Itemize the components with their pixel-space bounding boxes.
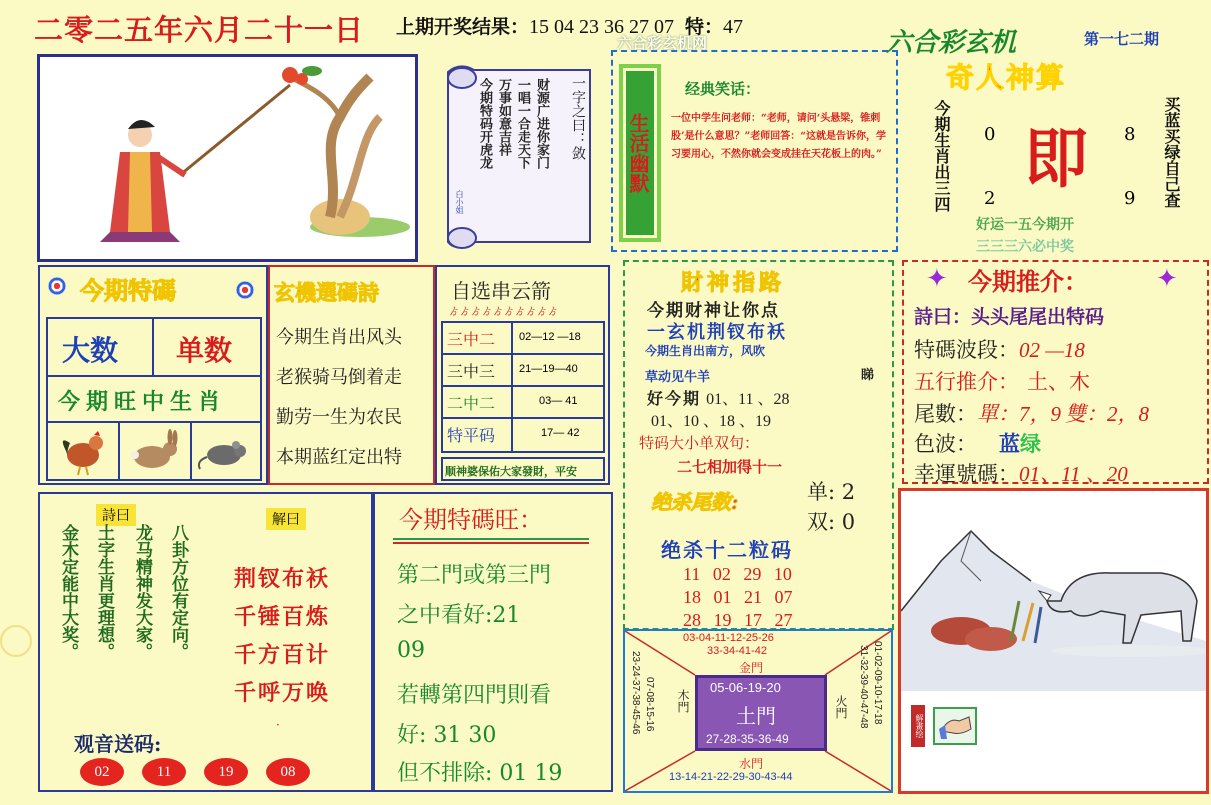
chain-footer: 顺神婆保佑大家發財，平安 xyxy=(441,457,605,481)
poem-box xyxy=(268,265,435,485)
guanyin-poem-title: 詩曰 xyxy=(96,504,136,526)
special-code-box xyxy=(38,265,268,485)
gold-gate-label: 金門 xyxy=(739,661,764,675)
earth-gate xyxy=(695,675,827,751)
wood-gate-label: 木門 xyxy=(676,689,690,713)
chain-table xyxy=(441,321,605,453)
fairy-illustration xyxy=(40,57,415,259)
star-icon-right: ✦ xyxy=(1156,264,1178,294)
wang-l5: 好: 31 30 xyxy=(397,723,497,748)
guanyin-jie-title: 解曰 xyxy=(266,508,306,530)
gates-box xyxy=(623,629,893,793)
lucky-label: 幸運號碼： xyxy=(914,462,1019,486)
fairy-picture xyxy=(37,54,418,262)
fire-gate-label: 火門 xyxy=(834,695,848,719)
scroll-line-2: 万事如意吉祥 xyxy=(496,78,511,156)
tail-single: 單：7，9 xyxy=(977,402,1061,426)
chain-row-4-label: 特平码 xyxy=(443,419,513,451)
chain-row-1-label: 三中二 xyxy=(443,323,513,353)
caishen-l1: 今期财神让你点 xyxy=(647,301,780,321)
wang-l4: 若轉第四門則看 xyxy=(397,683,552,708)
rat-cell xyxy=(192,423,260,479)
oracle-left-text: 今期生肖出三四 xyxy=(932,100,951,212)
ball-3: 19 xyxy=(204,758,248,786)
earth-gate-bottom: 27-28-35-36-49 xyxy=(706,732,789,746)
chain-row-1-value: 02—12 —18 xyxy=(519,331,581,343)
chain-deco: ゟゟゟゟゟゟゟゟゟゟ xyxy=(449,307,559,318)
chain-title: 自选串云箭 xyxy=(451,279,551,303)
color-green: 绿 xyxy=(1020,431,1041,456)
oracle-n-br: 9 xyxy=(1124,188,1136,209)
date-title: 二零二五年六月二十一日 xyxy=(34,13,365,47)
poem-title: 玄機選碼詩 xyxy=(274,280,379,305)
rabbit-icon xyxy=(120,423,190,477)
guanyin-dot: · xyxy=(276,718,280,732)
caishen-l8: 二七相加得十一 xyxy=(677,458,783,476)
gates-left-nums-1: 07-08-15-16 xyxy=(644,677,655,732)
guanyin-poem-col-1: 金木定能中大奖。 xyxy=(58,524,78,660)
odd-label: 单数 xyxy=(176,334,233,367)
wang-l6: 但不排除: 01 19 xyxy=(397,761,563,786)
caishen-l3: 今期生肖出南方，风吹 xyxy=(645,344,766,358)
special-number: 47 xyxy=(723,16,744,38)
chain-row-1 xyxy=(443,323,603,355)
guanyin-poem-col-3: 龙马精神发大家。 xyxy=(132,524,152,660)
color-label: 色波： xyxy=(914,432,977,456)
special-target-icon-right xyxy=(236,281,254,299)
joke-box xyxy=(611,34,898,252)
wang-title: 今期特碼旺： xyxy=(399,506,543,534)
wang-l3: 09 xyxy=(397,638,425,663)
scroll-line-4: 财源广进你家门 xyxy=(534,78,549,169)
lucky-value: 01、11 、20 xyxy=(1019,462,1128,486)
kill12-row-3: 28 19 17 27 xyxy=(683,610,793,630)
zodiac-title-cell xyxy=(48,377,260,423)
kill-tail-double: 双: 0 xyxy=(807,510,856,534)
last-result-numbers: 15 04 23 36 27 07 xyxy=(529,16,675,38)
wuxing-label: 五行推介： xyxy=(914,370,1019,394)
wang-box xyxy=(373,492,613,792)
caishen-l6: 01、10 、18 、19 xyxy=(651,413,772,430)
rabbit-cell xyxy=(120,423,192,479)
recommend-box xyxy=(902,260,1209,484)
water-gate-label: 水門 xyxy=(739,757,764,771)
recommend-wuxing xyxy=(914,366,1090,396)
caishen-title: 財神指路 xyxy=(681,270,786,296)
recommend-poem: 詩曰：头头尾尾出特码 xyxy=(914,306,1105,328)
recommend-title: 今期推介： xyxy=(968,267,1088,296)
odd-cell xyxy=(154,319,260,377)
joke-banner: 生活幽默 xyxy=(619,64,661,242)
oracle-n-bl: 2 xyxy=(984,188,996,209)
recommend-wave xyxy=(914,334,1085,364)
gates-top-nums-2: 33-34-41-42 xyxy=(707,645,767,657)
caishen-l5a: 好今期 xyxy=(647,389,702,408)
joke-watermark: 六合彩玄机网 xyxy=(617,34,708,52)
gates-right-nums-1: 01-02-09-10-17-18 xyxy=(872,641,883,725)
guanyin-jie-4: 千呼万唤 xyxy=(234,680,331,706)
special-title: 今期特碼 xyxy=(80,276,176,305)
rhino-badge: 解畫绘 xyxy=(911,705,925,747)
wang-l2: 之中看好:21 xyxy=(397,603,521,628)
scroll-line-3: 一唱一合走天下 xyxy=(515,78,530,169)
kill12-row-1: 11 02 29 10 xyxy=(683,564,792,584)
chain-row-4-value: 17— 42 xyxy=(541,427,580,439)
rat-icon xyxy=(192,423,258,477)
kill-tail-title: 绝杀尾数: xyxy=(651,490,739,514)
oracle-line2: 三三三六必中奖 xyxy=(976,239,1074,255)
recommend-tail xyxy=(914,398,1149,428)
poem-line-3: 勤劳一生为农民 xyxy=(276,407,402,428)
chain-row-3 xyxy=(443,387,603,419)
chain-row-2-value: 21—19—40 xyxy=(519,363,578,375)
chain-row-4 xyxy=(443,419,603,451)
big-cell xyxy=(48,319,154,377)
caishen-box xyxy=(623,260,894,630)
recommend-color xyxy=(914,428,1041,458)
wave-label: 特碼波段： xyxy=(914,338,1019,362)
recommend-lucky xyxy=(914,458,1128,488)
joke-text: 一位中学生问老师：“老师，请问‘头悬梁，锥刺股’是什么意思？”老师回答：“这就是告诉你，学习要用心，不然你就会变成挂在天花板上的肉。” xyxy=(671,113,886,160)
color-blue: 蓝 xyxy=(999,431,1020,456)
guanyin-poem-col-4: 八卦方位有定向。 xyxy=(168,524,188,660)
special-label: 特： xyxy=(685,16,724,38)
kill-tail-single: 单: 2 xyxy=(807,480,856,504)
oracle-issue: 第一七二期 xyxy=(1084,30,1160,48)
wang-underline xyxy=(393,538,589,544)
kill12-row-2: 18 01 21 07 xyxy=(683,587,793,607)
oracle-title: 奇人神算 xyxy=(946,61,1067,94)
oracle-line1: 好运一五今期开 xyxy=(976,217,1074,233)
oracle-right-text: 买蓝买绿自己查 xyxy=(1162,96,1181,208)
poem-line-4: 本期蓝红定出特 xyxy=(276,447,402,468)
guanyin-jie-1: 荆钗布袄 xyxy=(234,566,331,592)
scroll-right-line: 一字之曰：敛 xyxy=(570,76,586,160)
wuxing-value: 土、木 xyxy=(1027,370,1090,394)
scroll-line-1: 今期特码开虎龙 xyxy=(477,78,492,169)
gates-top-nums-1: 03-04-11-12-25-26 xyxy=(683,632,774,644)
guanyin-jie-2: 千锤百炼 xyxy=(234,604,331,630)
caishen-l7: 特码大小单双句： xyxy=(639,434,760,452)
chain-row-2 xyxy=(443,355,603,387)
guanyin-poem-col-2: 土字生肖更理想。 xyxy=(94,524,114,660)
star-icon-left: ✦ xyxy=(926,264,948,294)
tail-double: 雙：2，8 xyxy=(1065,402,1149,426)
chain-box xyxy=(435,265,610,485)
guanyin-box xyxy=(38,492,373,792)
ball-4: 08 xyxy=(266,758,310,786)
oracle-n-tl: 0 xyxy=(984,124,996,145)
special-target-icon-left xyxy=(48,277,66,295)
ball-1: 02 xyxy=(80,758,124,786)
rhino-picture xyxy=(898,488,1209,794)
rooster-icon xyxy=(48,423,118,477)
gates-bottom-nums: 13-14-21-22-29-30-43-44 xyxy=(669,771,793,783)
side-circle xyxy=(0,625,32,657)
earth-gate-label: 土門 xyxy=(736,704,776,728)
zodiac-title: 今期旺中生肖 xyxy=(58,389,227,415)
fortune-scroll xyxy=(440,62,600,254)
wave-value: 02 —18 xyxy=(1019,338,1085,362)
oracle-n-tr: 8 xyxy=(1124,124,1136,145)
chain-row-2-label: 三中三 xyxy=(443,355,513,385)
caishen-l5b: 01、11 、28 xyxy=(706,391,790,408)
guanyin-send-title: 观音送码: xyxy=(74,732,162,756)
oracle-brand: 六合彩玄机 xyxy=(886,28,1017,58)
gates-left-nums-2: 23-24-37-38-45-46 xyxy=(630,651,641,735)
kill12-title: 绝杀十二粒码 xyxy=(661,538,793,562)
caishen-l4a: 草动见牛羊 xyxy=(645,370,711,385)
rooster-cell xyxy=(48,423,120,479)
caishen-l2: 一玄机荆钗布袄 xyxy=(647,322,787,343)
scroll-footer: 白小姐 xyxy=(455,190,464,214)
gates-right-nums-2: 31-32-39-40-47-48 xyxy=(858,645,869,729)
joke-title: 经典笑话： xyxy=(685,80,761,98)
guanyin-jie-3: 千方百计 xyxy=(234,642,331,668)
wang-l1: 第二門或第三門 xyxy=(397,563,552,588)
big-label: 大数 xyxy=(62,334,119,367)
ball-2: 11 xyxy=(142,758,186,786)
tail-label: 尾數： xyxy=(914,402,977,426)
special-grid xyxy=(46,317,262,481)
caishen-l5 xyxy=(647,386,790,409)
last-result-label: 上期开奖结果： xyxy=(396,16,530,38)
poem-line-1: 今期生肖出风头 xyxy=(276,327,402,348)
chain-row-3-label: 二中二 xyxy=(443,387,513,417)
oracle-big-char: 即 xyxy=(1024,122,1088,197)
caishen-l4b: 睇 xyxy=(861,368,875,383)
earth-gate-top: 05-06-19-20 xyxy=(710,680,781,695)
chain-row-3-value: 03— 41 xyxy=(539,395,578,407)
poem-line-2: 老猴骑马倒着走 xyxy=(276,367,402,388)
handshake-icon xyxy=(933,707,977,745)
